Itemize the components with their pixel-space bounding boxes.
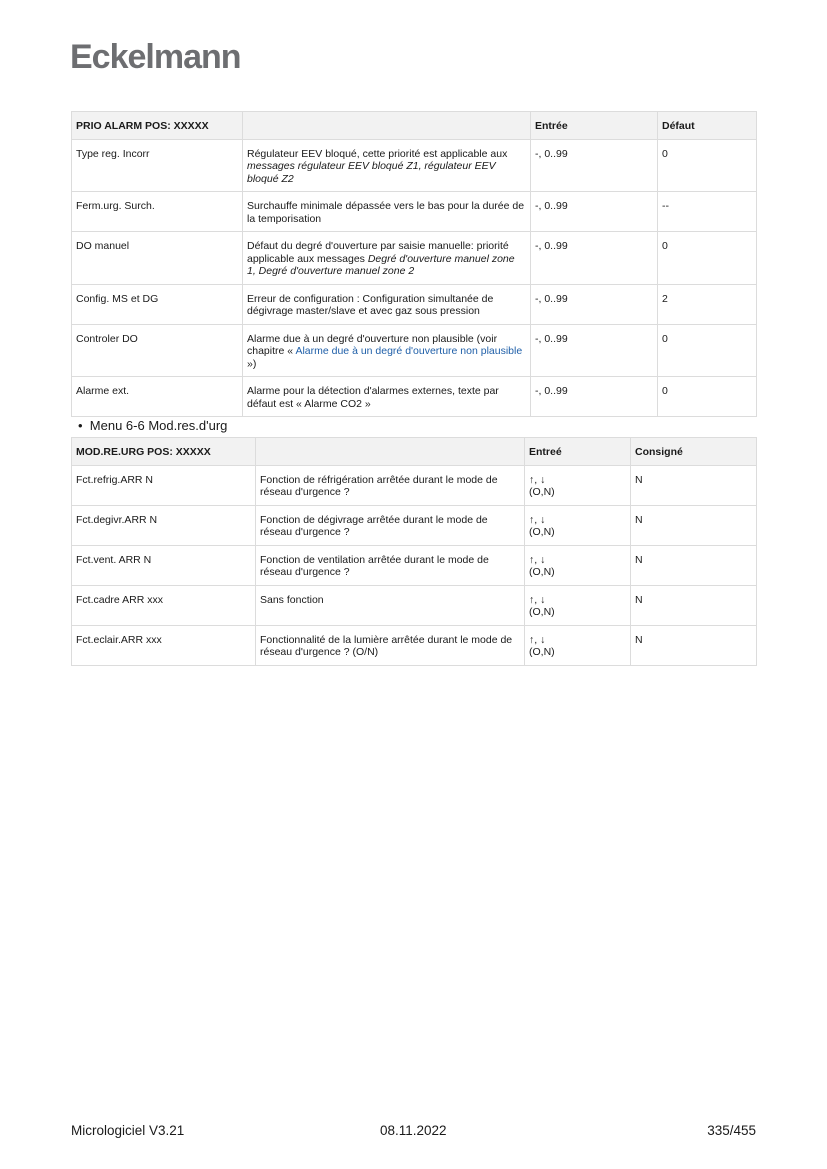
param-default: -- bbox=[658, 192, 757, 232]
param-entry bbox=[525, 545, 631, 585]
param-name: Alarme ext. bbox=[72, 377, 243, 417]
param-default: 0 bbox=[658, 232, 757, 285]
table-row bbox=[72, 625, 757, 665]
entry-values: (O,N) bbox=[529, 486, 555, 498]
param-name: Fct.vent. ARR N bbox=[72, 545, 256, 585]
table-row bbox=[72, 585, 757, 625]
arrow-icons: ↑, ↓ bbox=[529, 473, 546, 486]
param-default: 0 bbox=[658, 377, 757, 417]
header-mod-re-urg: MOD.RE.URG POS: XXXXX bbox=[72, 438, 256, 466]
param-description: Fonction de ventilation arrêtée durant le mode de réseau d'urgence ? bbox=[256, 545, 525, 585]
param-entry: -, 0..99 bbox=[531, 139, 658, 192]
param-entry bbox=[525, 465, 631, 505]
bullet-icon: • bbox=[78, 418, 83, 433]
header-description bbox=[256, 438, 525, 466]
param-description: Surchauffe minimale dépassée vers le bas pour la durée de la temporisation bbox=[243, 192, 531, 232]
arrow-icons: ↑, ↓ bbox=[529, 633, 546, 646]
table-row bbox=[72, 139, 757, 192]
arrow-icons: ↑, ↓ bbox=[529, 593, 546, 606]
param-name: Config. MS et DG bbox=[72, 284, 243, 324]
param-description: Fonction de dégivrage arrêtée durant le mode de réseau d'urgence ? bbox=[256, 505, 525, 545]
header-description bbox=[243, 112, 531, 140]
header-entry: Entreé bbox=[525, 438, 631, 466]
mod-re-urg-table bbox=[71, 437, 757, 666]
table-row bbox=[72, 232, 757, 285]
header-entry: Entrée bbox=[531, 112, 658, 140]
arrow-icons: ↑, ↓ bbox=[529, 553, 546, 566]
param-entry bbox=[525, 585, 631, 625]
param-entry bbox=[525, 625, 631, 665]
param-name: Fct.refrig.ARR N bbox=[72, 465, 256, 505]
param-entry: -, 0..99 bbox=[531, 284, 658, 324]
param-name: Fct.eclair.ARR xxx bbox=[72, 625, 256, 665]
param-setpoint: N bbox=[631, 625, 757, 665]
param-setpoint: N bbox=[631, 545, 757, 585]
param-entry bbox=[525, 505, 631, 545]
table-header-row bbox=[72, 112, 757, 140]
table-row bbox=[72, 377, 757, 417]
param-name: Fct.cadre ARR xxx bbox=[72, 585, 256, 625]
param-description: Fonctionnalité de la lumière arrêtée durant le mode de réseau d'urgence ? (O/N) bbox=[256, 625, 525, 665]
entry-values: (O,N) bbox=[529, 606, 555, 618]
header-default: Défaut bbox=[658, 112, 757, 140]
param-name: Type reg. Incorr bbox=[72, 139, 243, 192]
param-name: DO manuel bbox=[72, 232, 243, 285]
header-setpoint: Consigné bbox=[631, 438, 757, 466]
param-name: Ferm.urg. Surch. bbox=[72, 192, 243, 232]
param-name: Fct.degivr.ARR N bbox=[72, 505, 256, 545]
eckelmann-logo: Eckelmann bbox=[70, 38, 241, 76]
param-name: Controler DO bbox=[72, 324, 243, 377]
param-description: Erreur de configuration : Configuration simultanée de dégivrage master/slave et avec gaz sous pression bbox=[243, 284, 531, 324]
param-description: Alarme due à un degré d'ouverture non plausible (voir chapitre « Alarme due à un degré d'ouverture non plausible ») bbox=[243, 324, 531, 377]
param-default: 0 bbox=[658, 324, 757, 377]
param-description: Alarme pour la détection d'alarmes externes, texte par défaut est « Alarme CO2 » bbox=[243, 377, 531, 417]
table-row bbox=[72, 324, 757, 377]
param-description: Régulateur EEV bloqué, cette priorité est applicable aux messages régulateur EEV bloqué Z1, régulateur EEV bloqué Z2 bbox=[243, 139, 531, 192]
menu-section-title: Menu 6-6 Mod.res.d'urg bbox=[89, 418, 228, 433]
chapter-link[interactable]: Alarme due à un degré d'ouverture non plausible bbox=[295, 345, 523, 357]
param-entry: -, 0..99 bbox=[531, 232, 658, 285]
header-prio-alarm: PRIO ALARM POS: XXXXX bbox=[72, 112, 243, 140]
param-entry: -, 0..99 bbox=[531, 324, 658, 377]
table-row bbox=[72, 545, 757, 585]
param-description: Défaut du degré d'ouverture par saisie manuelle: priorité applicable aux messages Degré d'ouverture manuel zone 1, Degré d'ouverture manuel zone 2 bbox=[243, 232, 531, 285]
menu-section-heading bbox=[78, 418, 227, 433]
prio-alarm-table bbox=[71, 111, 757, 417]
param-description: Sans fonction bbox=[256, 585, 525, 625]
param-setpoint: N bbox=[631, 585, 757, 625]
footer-firmware-version: Micrologiciel V3.21 bbox=[71, 1123, 185, 1138]
param-entry: -, 0..99 bbox=[531, 377, 658, 417]
entry-values: (O,N) bbox=[529, 646, 555, 658]
param-default: 0 bbox=[658, 139, 757, 192]
param-setpoint: N bbox=[631, 465, 757, 505]
param-entry: -, 0..99 bbox=[531, 192, 658, 232]
table-row bbox=[72, 465, 757, 505]
entry-values: (O,N) bbox=[529, 566, 555, 578]
table-row bbox=[72, 505, 757, 545]
param-default: 2 bbox=[658, 284, 757, 324]
param-description: Fonction de réfrigération arrêtée durant le mode de réseau d'urgence ? bbox=[256, 465, 525, 505]
arrow-icons: ↑, ↓ bbox=[529, 513, 546, 526]
entry-values: (O,N) bbox=[529, 526, 555, 538]
table-row bbox=[72, 192, 757, 232]
footer-date: 08.11.2022 bbox=[380, 1123, 447, 1138]
footer-page-number: 335/455 bbox=[707, 1123, 756, 1138]
param-setpoint: N bbox=[631, 505, 757, 545]
table-header-row bbox=[72, 438, 757, 466]
table-row bbox=[72, 284, 757, 324]
